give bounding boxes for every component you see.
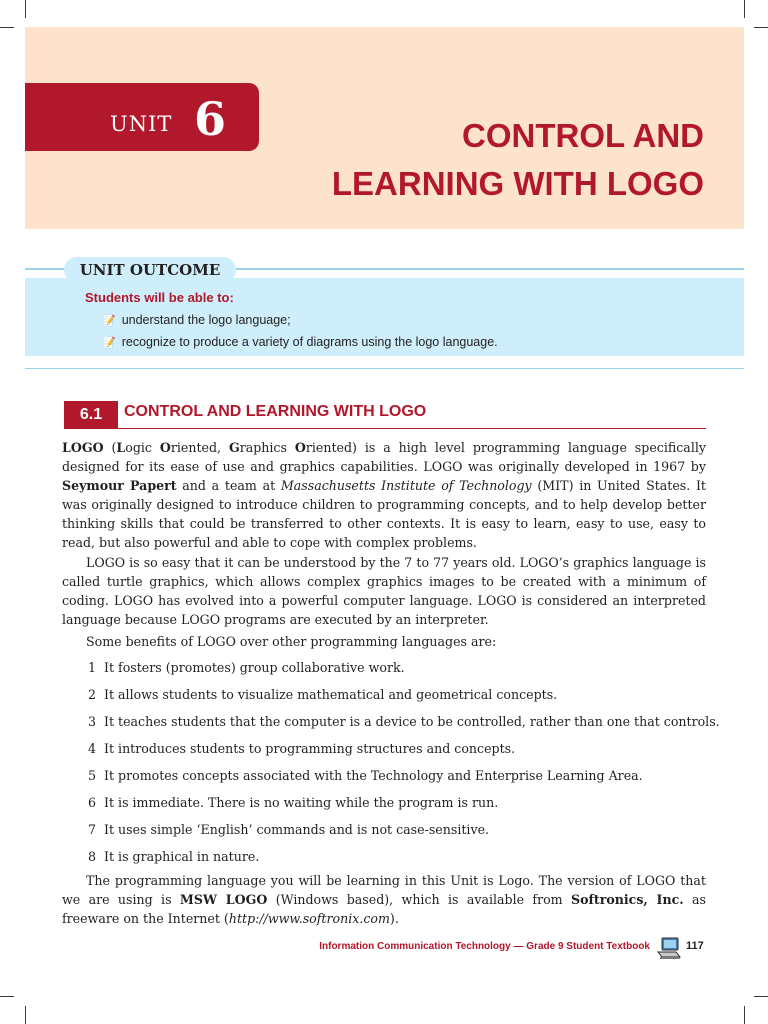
text-run: raphics bbox=[239, 440, 295, 455]
outcome-intro: Students will be able to: bbox=[85, 290, 234, 305]
list-text: It allows students to visualize mathematical and geometrical concepts. bbox=[104, 687, 558, 702]
list-item bbox=[88, 741, 515, 756]
outcome-label: UNIT OUTCOME bbox=[64, 257, 236, 283]
unit-title bbox=[332, 112, 704, 208]
crop-mark bbox=[754, 996, 768, 997]
crop-mark bbox=[744, 0, 745, 18]
list-text: It introduces students to programming structures and concepts. bbox=[104, 741, 516, 756]
list-item bbox=[88, 849, 259, 864]
text-run: O bbox=[294, 440, 306, 455]
text-run: G bbox=[228, 440, 240, 455]
list-number: 5 bbox=[88, 768, 97, 783]
list-text: It uses simple ‘English’ commands and is not case-sensitive. bbox=[104, 822, 490, 837]
list-number: 8 bbox=[88, 849, 97, 864]
list-item bbox=[88, 795, 498, 810]
company-name: Softronics, Inc. bbox=[570, 892, 684, 907]
text-run: and a team at bbox=[176, 478, 281, 493]
text-run: ogic bbox=[125, 440, 160, 455]
outcome-item bbox=[102, 313, 291, 327]
list-item bbox=[88, 714, 720, 729]
bullet-icon: 📝 bbox=[102, 315, 116, 327]
paragraph-turtle: LOGO is so easy that it can be understood by the 7 to 77 years old. LOGO’s graphics language is called turtle graphics, which allows complex graphics images to be created with a minimum of coding. LOGO has evolved into a powerful computer language. LOGO is considered an interpreted language because LOGO programs are executed by an interpreter. bbox=[62, 555, 706, 627]
list-text: It promotes concepts associated with the Technology and Enterprise Learning Area. bbox=[104, 768, 643, 783]
text-run: (Windows based), which is available from bbox=[267, 892, 571, 907]
text-run: O bbox=[159, 440, 171, 455]
author-name: Seymour Papert bbox=[62, 478, 177, 493]
list-number: 6 bbox=[88, 795, 97, 810]
list-item bbox=[88, 822, 489, 837]
section-title: CONTROL AND LEARNING WITH LOGO bbox=[124, 403, 427, 420]
section-number: 6.1 bbox=[64, 401, 118, 429]
outcome-item bbox=[102, 335, 498, 349]
list-item bbox=[88, 660, 405, 675]
paragraph-intro bbox=[62, 438, 706, 552]
crop-mark bbox=[25, 1006, 26, 1024]
bullet-icon: 📝 bbox=[102, 337, 116, 349]
crop-mark bbox=[754, 27, 768, 28]
text-run: ( bbox=[103, 440, 117, 455]
institution-name: Massachusetts Institute of Technology bbox=[280, 478, 532, 493]
list-number: 1 bbox=[88, 660, 97, 675]
section-separator bbox=[25, 368, 744, 369]
crop-mark bbox=[0, 27, 14, 28]
outcome-item-text: understand the logo language; bbox=[121, 313, 291, 327]
computer-icon bbox=[656, 936, 682, 960]
footer-text: Information Communication Technology — Grade 9 Student Textbook bbox=[319, 941, 650, 952]
list-text: It teaches students that the computer is a device to be controlled, rather than one that controls. bbox=[104, 714, 720, 729]
unit-word: UNIT bbox=[110, 112, 173, 136]
list-number: 4 bbox=[88, 741, 97, 756]
unit-title-line1: CONTROL AND bbox=[462, 117, 704, 154]
list-number: 2 bbox=[88, 687, 97, 702]
text-run: ). bbox=[389, 911, 399, 926]
product-name: MSW LOGO bbox=[179, 892, 268, 907]
list-item bbox=[88, 687, 557, 702]
list-number: 3 bbox=[88, 714, 97, 729]
text-run: L bbox=[116, 440, 126, 455]
text-run: The programming language you will be learning in this Unit is Logo. The version of LOGO that we are using is bbox=[62, 873, 706, 907]
url-link[interactable]: http://www.softronix.com bbox=[228, 911, 390, 926]
list-item bbox=[88, 768, 643, 783]
logo-term: LOGO bbox=[62, 440, 104, 455]
section-underline bbox=[118, 428, 706, 429]
paragraph-msw-logo bbox=[62, 871, 706, 928]
text-run: as freeware on the Internet ( bbox=[62, 892, 706, 926]
text-run: riented) is a high level programming language specifically designed for its ease of use and graphics capabilities. LOGO was originally developed in 1967 by bbox=[62, 440, 706, 474]
crop-mark bbox=[25, 0, 26, 18]
crop-mark bbox=[744, 1006, 745, 1024]
unit-number: 6 bbox=[194, 92, 227, 146]
list-text: It fosters (promotes) group collaborative work. bbox=[104, 660, 405, 675]
crop-mark bbox=[0, 996, 14, 997]
text-run: riented, bbox=[170, 440, 229, 455]
text-run: (MIT) in United States. It was originally designed to introduce children to programming concepts, and to help develop better thinking skills that could be transferred to other contexts. It is easy to learn, easy to use, easy to read, but also powerful and able to cope with complex problems. bbox=[62, 478, 706, 550]
list-text: It is graphical in nature. bbox=[104, 849, 260, 864]
unit-title-line2: LEARNING WITH LOGO bbox=[331, 165, 704, 202]
paragraph-benefits-intro: Some benefits of LOGO over other programming languages are: bbox=[86, 634, 497, 649]
list-number: 7 bbox=[88, 822, 97, 837]
page-number: 117 bbox=[686, 940, 704, 952]
list-text: It is immediate. There is no waiting while the program is run. bbox=[104, 795, 499, 810]
outcome-item-text: recognize to produce a variety of diagrams using the logo language. bbox=[121, 335, 498, 349]
